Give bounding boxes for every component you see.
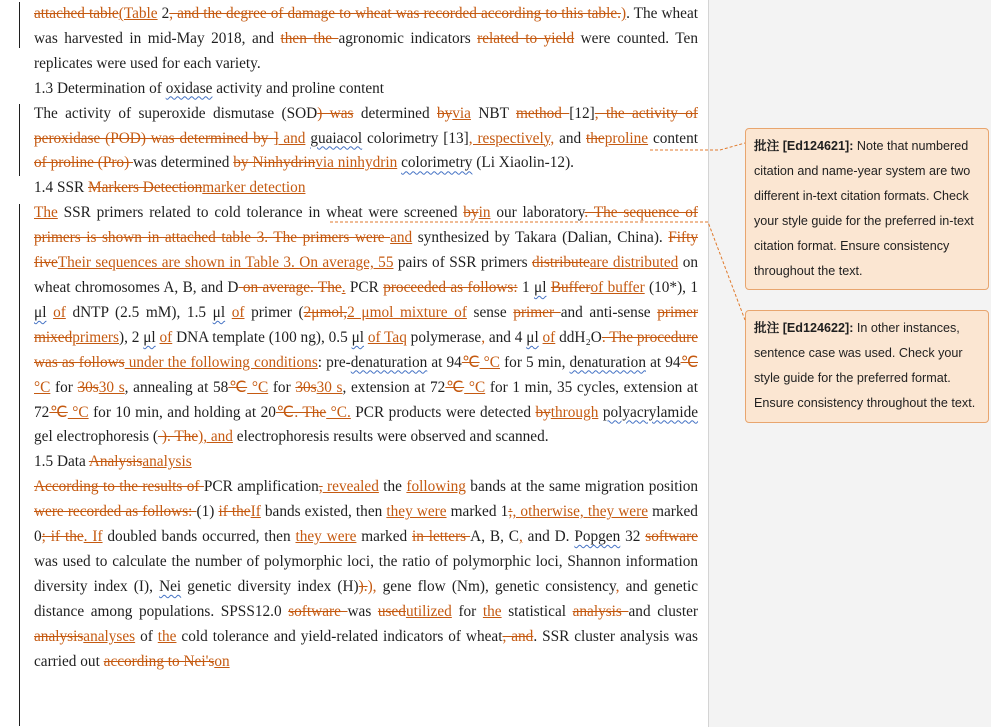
inserted-text: °C. <box>326 403 351 421</box>
text-run: was used to calculate the number of polymorphic loci, the ratio of polymorphic loci, Shannon information diversity index (I), <box>34 552 698 595</box>
inserted-text: through <box>550 403 599 421</box>
inserted-text: °C <box>479 353 500 371</box>
text-run: for <box>268 378 296 396</box>
inserted-text: of buffer <box>590 278 645 296</box>
text-run: DNA template (100 ng), 0.5 <box>172 328 352 346</box>
deleted-text: Analysis <box>88 453 143 471</box>
spelling-flag: Nei <box>159 577 182 595</box>
inserted-text: 30 s <box>98 378 125 396</box>
paragraph-p4 <box>34 176 698 201</box>
text-run: A, B, C <box>470 528 519 546</box>
text-run: of <box>135 627 158 645</box>
spelling-flag: μl <box>351 328 365 346</box>
text-run: sense <box>466 303 514 321</box>
deleted-text: in letters <box>412 528 471 546</box>
inserted-text: If <box>250 503 261 521</box>
inserted-text: via <box>452 104 471 122</box>
inserted-text: they were <box>587 503 648 521</box>
text-run: pairs of SSR primers <box>393 254 532 272</box>
spelling-flag: μl <box>143 328 156 346</box>
comment-label: 批注 <box>754 139 780 153</box>
inserted-text: via ninhydrin <box>315 154 398 172</box>
deleted-text: , and <box>502 627 534 645</box>
comment-text: In other instances, sentence case was used. Check your style guide for the preferred format. Ensure consistency throughout the text. <box>754 321 976 410</box>
paragraph-p5 <box>34 201 698 450</box>
inserted-text: ) <box>620 5 627 22</box>
deleted-text: ℃ <box>445 378 465 396</box>
text-run: determined <box>353 104 437 122</box>
text-run: NBT <box>470 104 517 122</box>
deleted-text: ℃. The <box>275 403 327 421</box>
text-run: (1) <box>196 503 219 521</box>
text-run: marked 1 <box>446 503 509 521</box>
paragraph-p2 <box>34 77 698 102</box>
inserted-text: °C <box>464 378 486 396</box>
inserted-text: analyses <box>83 627 136 645</box>
deleted-text: ; if the <box>41 528 84 546</box>
text-run: was <box>347 602 378 620</box>
deleted-text: according to Nei's <box>103 652 215 670</box>
text-run: 2 <box>157 5 170 22</box>
deleted-text: by Ninhydrin <box>233 154 316 172</box>
change-bar <box>19 204 20 726</box>
text-run: for <box>451 602 483 620</box>
inserted-text: they were <box>295 528 357 546</box>
inserted-text: of <box>53 303 66 321</box>
text-run: gene flow (Nm), genetic consistency <box>376 577 616 595</box>
inserted-text: the <box>482 602 502 620</box>
deleted-text: ℃ <box>228 378 248 396</box>
text-run: : pre- <box>317 353 351 371</box>
inserted-text: they were <box>386 503 447 521</box>
text-run: primer ( <box>244 303 304 321</box>
inserted-text: and <box>390 229 413 247</box>
inserted-text: of <box>542 328 556 346</box>
text-run: and anti-sense <box>560 303 658 321</box>
text-run: PCR <box>345 278 384 296</box>
inserted-text: , <box>481 328 486 346</box>
text-run: . The wheat was harvested in mid-May 2018, and <box>34 5 698 47</box>
deleted-text: distribute <box>531 254 590 272</box>
inserted-text: 2 μmol mixture of <box>347 303 467 321</box>
inserted-text: The <box>34 204 58 222</box>
text-run: electrophoresis results were observed and scanned. <box>232 428 549 446</box>
comment-id: [Ed124622]: <box>782 321 854 335</box>
paragraph-p6 <box>34 450 698 475</box>
deleted-text: 30s <box>77 378 99 396</box>
text-run: for <box>50 378 78 396</box>
deleted-text: on average. The <box>238 278 342 296</box>
deleted-text: if the <box>218 503 251 521</box>
inserted-text: (Table <box>118 5 158 22</box>
deleted-text: used <box>377 602 406 620</box>
text-run: for 1 min, 35 cycles, extension at 72 <box>34 378 698 421</box>
text-run: on wheat chromosomes A, B, and D <box>34 254 698 296</box>
text-run: polymerase <box>406 328 482 346</box>
text-run: colorimetry [13] <box>362 129 469 147</box>
text-run: 1.3 Determination of <box>34 79 166 97</box>
deleted-text: , <box>318 478 323 496</box>
text-run: bands existed, then <box>260 503 387 521</box>
inserted-text: , <box>615 577 620 595</box>
inserted-text: 30 s <box>316 378 343 396</box>
spelling-flag: μl <box>212 303 226 321</box>
comment-text: Note that numbered citation and name-year system are two different in-text citation formats. Check your style guide for the preferred in-text citation format. Ensure consistency throughout the text. <box>754 139 974 278</box>
text-run: (10*), 1 <box>644 278 699 296</box>
deleted-text: ] <box>273 129 279 147</box>
text-run: PCR products were detected <box>350 403 536 421</box>
text-run: our laboratory <box>490 204 585 222</box>
text-run: statistical <box>501 602 573 620</box>
inserted-text: °C <box>67 403 89 421</box>
text-run: content <box>648 129 698 147</box>
inserted-text: following <box>406 478 466 496</box>
deleted-text: software <box>288 602 348 620</box>
inserted-text: proline <box>604 129 649 147</box>
deleted-text: ℃ <box>680 353 698 371</box>
text-run: gel electrophoresis ( <box>34 428 159 446</box>
inserted-text: °C <box>247 378 269 396</box>
deleted-text: . The sequence of primers is shown in attached table 3. The primers were <box>34 204 698 247</box>
deleted-text: Markers Detection <box>88 179 203 197</box>
paragraph-p7 <box>34 475 698 674</box>
text-run: 1.4 SSR <box>34 179 88 197</box>
text-run: were counted. Ten replicates were used for each variety. <box>34 29 698 72</box>
deleted-text: According to the results of <box>34 478 204 496</box>
inserted-text: analysis <box>142 453 192 471</box>
text-run: cold tolerance and yield-related indicators of wheat <box>176 627 503 645</box>
text-run: and genetic distance among populations. SPSS12.0 <box>34 577 698 620</box>
text-run: dNTP (2.5 mM), 1.5 <box>65 303 213 321</box>
comment-balloon[interactable] <box>745 310 989 423</box>
inserted-text: and <box>278 129 306 147</box>
deleted-text: software <box>645 528 698 546</box>
deleted-text: attached table <box>34 5 119 22</box>
inserted-text: on <box>214 652 230 670</box>
text-run: activity and proline content <box>212 79 385 97</box>
text-run: (Li Xiaolin-12). <box>472 154 574 172</box>
deleted-text: ℃ <box>461 353 480 371</box>
text-run: [12] <box>569 104 595 122</box>
comment-label: 批注 <box>754 321 780 335</box>
paragraph-p1 <box>34 2 698 77</box>
deleted-text: method <box>516 104 570 122</box>
text-run: genetic diversity index (H) <box>181 577 359 595</box>
text-run: , extension at 72 <box>342 378 446 396</box>
deleted-text: ; <box>508 503 513 521</box>
text-run: doubled bands occurred, then <box>102 528 296 546</box>
text-run: agronomic indicators <box>338 29 478 47</box>
deleted-text: Buffer <box>550 278 591 296</box>
spelling-flag: colorimetry <box>401 154 473 172</box>
spelling-flag: μl <box>534 278 547 296</box>
comments-pane <box>709 0 991 727</box>
text-run: marked 0 <box>34 503 698 546</box>
text-run: was determined <box>132 154 234 172</box>
document-body[interactable] <box>34 2 698 674</box>
deleted-text: by <box>436 104 453 122</box>
deleted-text: proceeded as follows: <box>383 278 518 296</box>
text-run: and <box>554 129 587 147</box>
deleted-text: ). <box>358 577 368 595</box>
spelling-flag: μl <box>526 328 539 346</box>
deleted-text: then the <box>280 29 339 47</box>
text-run: at 94 <box>427 353 462 371</box>
inserted-text: utilized <box>405 602 452 620</box>
change-bar <box>19 2 20 48</box>
deleted-text: 2μmol, <box>303 303 348 321</box>
text-run: 1 <box>517 278 535 296</box>
inserted-text: . If <box>83 528 103 546</box>
paragraph-p3 <box>34 102 698 177</box>
deleted-text: were recorded as follows: <box>34 503 197 521</box>
deleted-text: analysis <box>572 602 629 620</box>
text-run: synthesized by Takara (Dalian, China). <box>412 229 669 247</box>
deleted-text: by <box>463 204 479 222</box>
spelling-flag: μl <box>34 303 47 321</box>
inserted-text: , otherwise, <box>512 503 588 521</box>
text-run: 1.5 Data <box>34 453 89 471</box>
deleted-text: of proline (Pro) <box>34 154 133 172</box>
text-run: ddH₂O <box>555 328 602 346</box>
text-run <box>225 304 232 321</box>
inserted-text: in <box>478 204 491 222</box>
deleted-text: primer mixed <box>34 303 698 346</box>
spelling-flag: denaturation <box>350 353 428 371</box>
inserted-text: of <box>159 328 173 346</box>
spelling-flag: polyacrylamide <box>602 403 699 421</box>
spelling-flag: oxidase <box>165 79 213 97</box>
deleted-text: 30s <box>295 378 317 396</box>
deleted-text: primer <box>513 303 561 321</box>
text-run: The activity of superoxide dismutase (SOD <box>34 104 318 122</box>
deleted-text: ) was <box>317 104 354 122</box>
inserted-text: , <box>518 528 523 546</box>
deleted-text: . The procedure was as follows <box>34 328 698 371</box>
text-run: ), 2 <box>118 328 144 346</box>
text-run: 32 <box>620 528 646 546</box>
text-run: . SSR cluster analysis was carried out <box>34 627 698 670</box>
inserted-text: are distributed <box>589 254 679 272</box>
text-run: and D. <box>522 528 575 546</box>
inserted-text: revealed <box>322 478 379 496</box>
text-run: , annealing at 58 <box>124 378 229 396</box>
change-bar <box>19 104 20 176</box>
inserted-text: Their sequences are shown in Table 3. On average, 55 <box>57 254 394 272</box>
text-run: PCR amplification <box>203 478 319 496</box>
text-run: for 5 min, <box>499 353 570 371</box>
deleted-text: ). The <box>158 428 199 446</box>
deleted-text: by <box>535 403 551 421</box>
inserted-text: of Taq <box>367 328 407 346</box>
deleted-text: ℃ <box>49 403 68 421</box>
text-run: at 94 <box>645 353 681 371</box>
deleted-text: , and the degree of damage to wheat was recorded according to this table. <box>169 5 621 22</box>
deleted-text: the <box>586 129 605 147</box>
inserted-text: ), <box>367 577 377 595</box>
inserted-text: °C <box>34 378 51 396</box>
inserted-text: . <box>341 278 346 296</box>
inserted-text: under the following conditions <box>124 353 318 371</box>
deleted-text: analysis <box>34 627 84 645</box>
inserted-text: , respectively, <box>468 129 555 147</box>
comment-id: [Ed124621]: <box>782 139 854 153</box>
inserted-text: marker detection <box>202 179 306 197</box>
inserted-text: the <box>157 627 177 645</box>
deleted-text: related to yield <box>477 29 575 47</box>
inserted-text: primers <box>72 328 119 346</box>
text-run: and cluster <box>628 602 698 620</box>
text-run: SSR primers related to cold tolerance in wheat were screened <box>57 204 464 222</box>
deleted-text: Fifty five <box>34 229 699 272</box>
inserted-text: ), and <box>198 428 233 446</box>
spelling-flag: Popgen <box>574 528 621 546</box>
text-run: bands at the same migration position <box>465 478 699 496</box>
spelling-flag: guaiacol <box>310 129 363 147</box>
text-run: the <box>378 478 407 496</box>
text-run: marked <box>356 528 412 546</box>
spelling-flag: denaturation <box>569 353 646 371</box>
inserted-text: of <box>231 303 245 321</box>
text-run: and 4 <box>485 328 527 346</box>
deleted-text: , the activity of peroxidase (POD) was determined by <box>34 104 698 147</box>
comment-balloon[interactable] <box>745 128 989 290</box>
text-run: for 10 min, and holding at 20 <box>88 403 276 421</box>
